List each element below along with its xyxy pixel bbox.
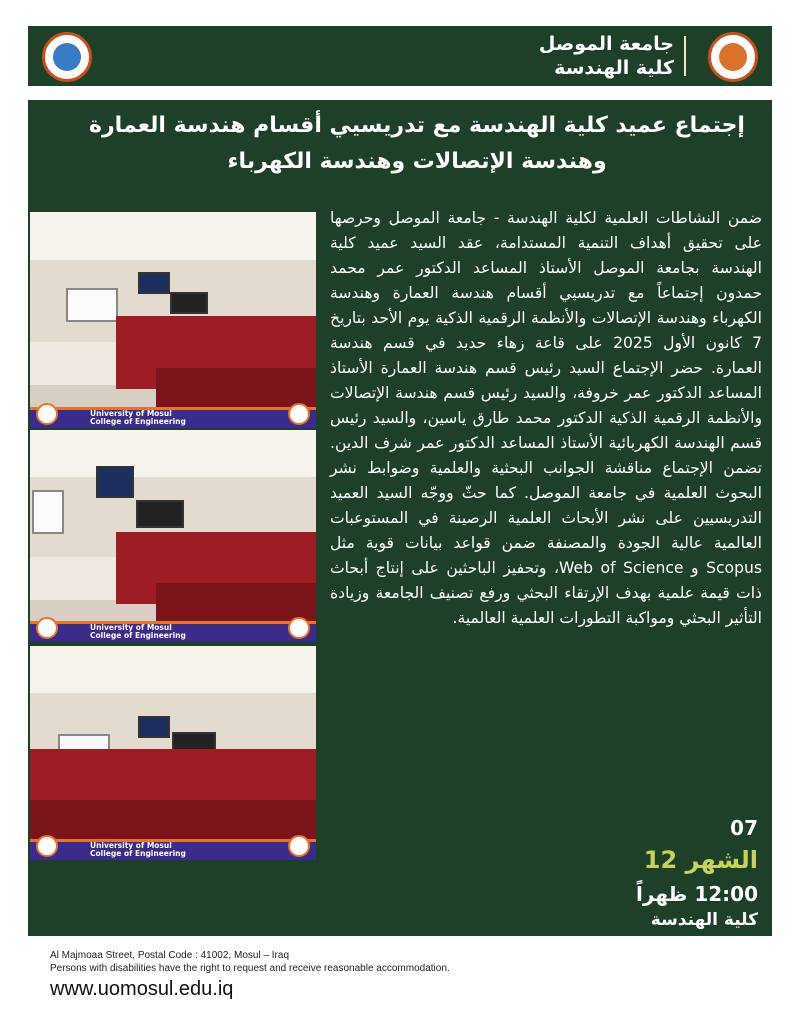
date-month: الشهر 12 — [643, 846, 758, 874]
photo-badge-left-icon — [36, 617, 58, 639]
news-panel — [28, 100, 772, 936]
footer-accessibility-note: Persons with disabilities have the right to request and receive reasonable accommodation. — [50, 963, 450, 974]
header-divider — [684, 36, 686, 76]
footer-address: Al Majmoaa Street, Postal Code : 41002, Mosul – Iraq — [50, 950, 290, 961]
meeting-photo-2 — [30, 430, 316, 642]
footer-website-link[interactable]: www.uomosul.edu.iq — [50, 978, 234, 1000]
photo-badge-left-icon — [36, 835, 58, 857]
photo-badge-right-icon — [288, 617, 310, 639]
photo-badge-left-icon — [36, 403, 58, 425]
event-time: 12:00 ظهراً — [636, 882, 758, 906]
photo-caption: University of Mosul College of Engineering — [90, 623, 186, 640]
meeting-photo-1 — [30, 212, 316, 428]
meeting-photo-3 — [30, 646, 316, 860]
photo-badge-right-icon — [288, 835, 310, 857]
photo-badge-right-icon — [288, 403, 310, 425]
college-logo-right — [708, 32, 758, 82]
photo-caption: University of Mosul College of Engineering — [90, 841, 186, 858]
university-logo-left — [42, 32, 92, 82]
event-place: كلية الهندسة — [650, 910, 758, 930]
date-day: 07 — [730, 816, 758, 840]
university-name: جامعة الموصل — [538, 33, 674, 55]
header-text — [539, 32, 674, 80]
news-body: ضمن النشاطات العلمية لكلية الهندسة - جامعة الموصل وحرصها على تحقيق أهداف التنمية المستدامة، عقد السيد عميد كلية الهندسة بجامعة الموصل الأستاذ المساعد الدكتور عمر محمد حمدون إجتماعاً مع تدريسيي أقسام هندسة العمارة وهندسة الكهرباء وهندسة الإتصالات والأنظمة الرقمية الذكية يوم الأحد بتاريخ 7 كانون الأول 2025 على قاعة زهاء حديد في قسم هندسة العمارة. حضر الإجتماع السيد رئيس قسم هندسة العمارة الأستاذ المساعد الدكتور عمر خروفة، والسيد رئيس قسم هندسة الإتصالات والأنظمة الرقمية الذكية الدكتور محمد طارق ياسين، والسيد رئيس قسم الهندسة الكهربائية الأستاذ المساعد الدكتور عمر شرف الدين. تضمن الإجتماع مناقشة الجوانب البحثية والعلمية وضوابط نشر البحوث العلمية في جامعة الموصل. كما حثّ ووجّه السيد العميد التدريسيين على نشر الأبحاث العلمية الرصينة في المستوعبات العالمية عالية الجودة والمصنفة ضمن قواعد بيانات قوية مثل Scopus و Web of Science، وتحفيز الباحثين على إنتاج أبحاث ذات قيمة علمية بهدف الإرتقاء البحثي ورفع تصنيف الجامعة وزيادة التأثير البحثي ومواكبة التطورات العلمية العالمية. — [330, 209, 762, 627]
header-bar — [28, 26, 772, 86]
news-title: إجتماع عميد كلية الهندسة مع تدريسيي أقسام هندسة العمارة وهندسة الإتصالات وهندسة الكهرباء — [89, 113, 745, 174]
college-name: كلية الهندسة — [554, 57, 674, 79]
photo-caption: University of Mosul College of Engineering — [90, 409, 186, 426]
